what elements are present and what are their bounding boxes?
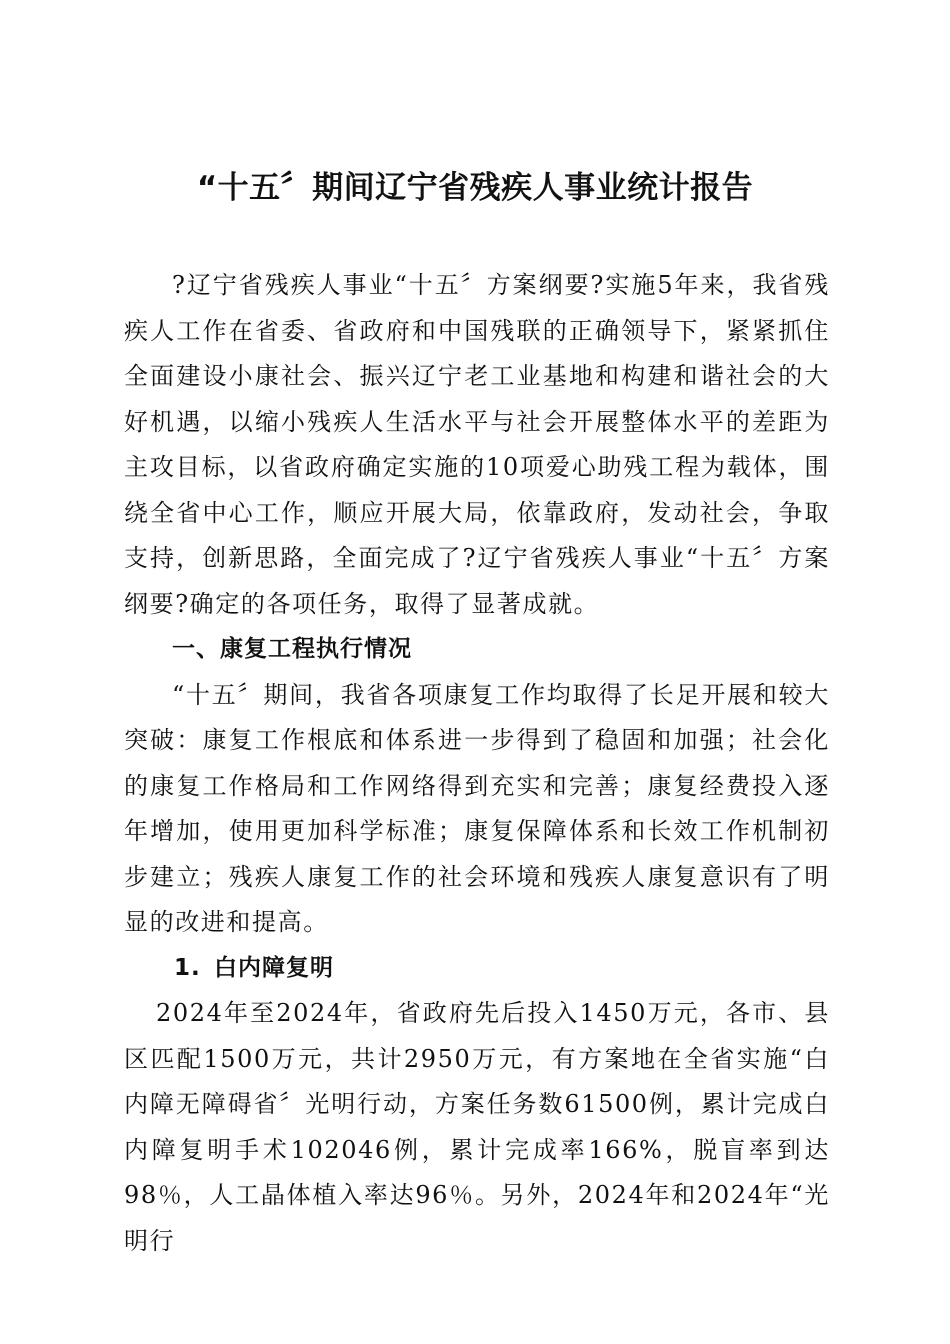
document-body: [124, 263, 830, 1264]
cataract-paragraph: 2024年至2024年，省政府先后投入1450万元，各市、县区匹配1500万元，共计2950万元，有方案地在全省实施“白内障无障碍省〞光明行动，方案任务数61500例，累计完成白内障复明手术102046例，累计完成率166%，脱盲率到达98％，人工晶体植入率达96％。另外，2024年和2024年“光明行: [124, 999, 830, 1255]
document-title: “十五〞期间辽宁省残疾人事业统计报告: [196, 170, 754, 206]
subsection-title: 白内障复明: [214, 954, 334, 981]
subsection-number: 1.: [174, 954, 201, 981]
rehabilitation-paragraph: “十五〞期间，我省各项康复工作均取得了长足开展和较大突破：康复工作根底和体系进一步得到了稳固和加强；社会化的康复工作格局和工作网络得到充实和完善；康复经费投入逐年增加，使用更加科学标准；康复保障体系和长效工作机制初步建立；残疾人康复工作的社会环境和残疾人康复意识有了明显的改进和提高。: [124, 680, 830, 936]
section-heading-rehabilitation: 一、康复工程执行情况: [172, 636, 412, 662]
intro-paragraph: ?辽宁省残疾人事业“十五〞方案纲要?实施5年来，我省残疾人工作在省委、省政府和中国残联的正确领导下，紧紧抓住全面建设小康社会、振兴辽宁老工业基地和构建和谐社会的大好机遇，以缩小残疾人生活水平与社会开展整体水平的差距为主攻目标，以省政府确定实施的10项爱心助残工程为载体，围绕全省中心工作，顺应开展大局，依靠政府，发动社会，争取支持，创新思路，全面完成了?辽宁省残疾人事业“十五〞方案纲要?确定的各项任务，取得了显著成就。: [124, 271, 830, 618]
subsection-heading-cataract: [124, 946, 830, 992]
